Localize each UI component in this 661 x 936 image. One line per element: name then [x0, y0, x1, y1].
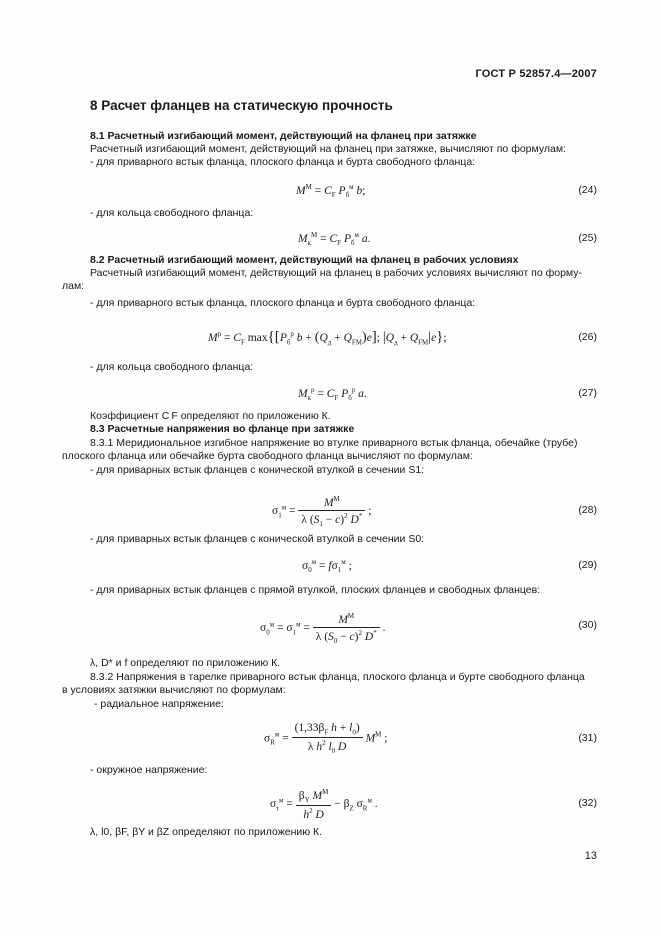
equation-25: $M_к^М = C_F$ $P_б^м$ a.	[298, 231, 371, 248]
subsection-8-3-heading: 8.3 Расчетные напряжения во фланце при затяжке	[90, 423, 355, 435]
page-number: 13	[584, 850, 597, 862]
paragraph: - радиальное напряжение:	[94, 698, 224, 710]
paragraph: - для приварных встык фланцев с конической втулкой в сечении S1:	[90, 464, 425, 476]
section-title: 8 Расчет фланцев на статическую прочность	[90, 98, 393, 113]
equation-28: $\sigma_1^м$ = $\frac{M^М}{\lambda (S_1 - c)^2 D^*}$ ;	[272, 495, 372, 528]
equation-number: (25)	[578, 232, 597, 244]
paragraph: - для кольца свободного фланца:	[90, 361, 254, 373]
equation-26: $M^р = C_F$ $\max\{[P_б^р$ $b + (Q_д + Q_{FM})e$]; $|Q_д + Q_{FM}|e$};	[208, 329, 447, 347]
equation-number: (29)	[578, 559, 597, 571]
equation-number: (32)	[578, 797, 597, 809]
document-id: ГОСТ Р 52857.4—2007	[475, 68, 597, 80]
equation-number: (26)	[578, 331, 597, 343]
paragraph: λ, l0, βF, βY и βZ определяют по приложению К.	[90, 826, 323, 838]
subsection-8-2-heading: 8.2 Расчетный изгибающий момент, действующий на фланец в рабочих условиях	[90, 254, 519, 266]
equation-number: (27)	[578, 387, 597, 399]
paragraph: - для приварных встык фланцев с прямой втулкой, плоских фланцев и свободных фланцев:	[90, 584, 541, 596]
paragraph: - для приварного встык фланца, плоского фланца и бурта свободного фланца:	[90, 156, 476, 168]
equation-31: $\sigma_R^м$ = $\frac{(1,33\beta_F h + l_0)}{\lambda h^2 l_0 D}$ $M^М$ ;	[264, 722, 388, 756]
equation-number: (30)	[578, 619, 597, 631]
equation-29: $\sigma_0^м = f\sigma_1^м$ ;	[302, 558, 352, 575]
equation-24: $M^М = C_F$ $P_б^м$ b;	[296, 183, 366, 200]
paragraph: - для приварного встык фланца, плоского фланца и бурта свободного фланца:	[90, 297, 476, 309]
paragraph: в условиях затяжки вычисляют по формулам:	[62, 684, 286, 696]
paragraph: Расчетный изгибающий момент, действующий на фланец при затяжке, вычисляют по формулам:	[90, 143, 566, 155]
equation-number: (31)	[578, 732, 597, 744]
paragraph: λ, D* и f определяют по приложению К.	[90, 657, 281, 669]
paragraph: Расчетный изгибающий момент, действующий на фланец в рабочих условиях вычисляют по форму-	[90, 267, 583, 279]
paragraph: 8.3.1 Меридиональное изгибное напряжение во втулке приварного встык фланца, обечайке (трубе)	[90, 437, 578, 449]
paragraph: лам:	[62, 280, 85, 292]
equation-32: $\sigma_\tau^м$ = $\frac{\beta_Y M^М}{h^2 D}$ − $\beta_Z$ $\sigma_R^м$ .	[270, 788, 378, 821]
paragraph: 8.3.2 Напряжения в тарелке приварного встык фланца, плоского фланца и бурте свободного фланца	[90, 671, 585, 683]
paragraph: Коэффициент C F определяют по приложению К.	[90, 410, 331, 422]
paragraph: - для кольца свободного фланца:	[90, 207, 254, 219]
subsection-8-1-heading: 8.1 Расчетный изгибающий момент, действующий на фланец при затяжке	[90, 130, 477, 142]
equation-30: $\sigma_0^м = \sigma_1^м$ = $\frac{M^М}{\lambda (S_0 - c)^2 D^*}$ .	[260, 612, 386, 645]
paragraph: - для приварных встык фланцев с конической втулкой в сечении S0:	[90, 533, 425, 545]
paragraph: - окружное напряжение:	[90, 764, 208, 776]
equation-27: $M_к^р = C_F$ $P_б^р$ a.	[298, 386, 367, 403]
equation-number: (24)	[578, 184, 597, 196]
paragraph: плоского фланца или обечайке бурта свободного фланца вычисляют по формулам:	[62, 450, 473, 462]
equation-number: (28)	[578, 504, 597, 516]
